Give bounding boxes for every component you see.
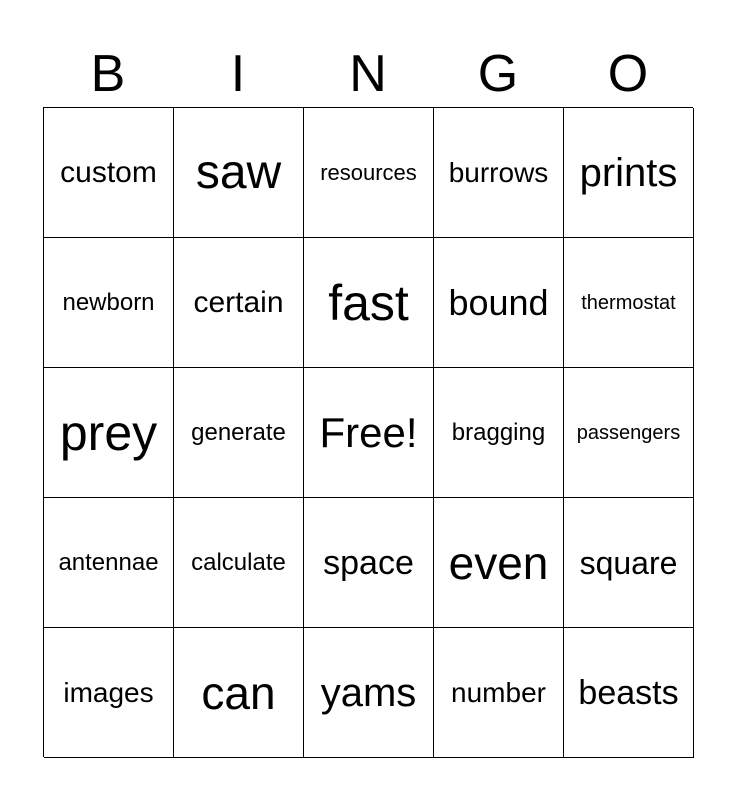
header-letter-b: B <box>90 45 126 103</box>
bingo-cell[interactable]: passengers <box>564 368 694 498</box>
bingo-cell[interactable]: antennae <box>44 498 174 628</box>
bingo-cell[interactable]: saw <box>174 108 304 238</box>
bingo-cell[interactable]: custom <box>44 108 174 238</box>
bingo-cell[interactable]: thermostat <box>564 238 694 368</box>
bingo-cell[interactable]: bragging <box>434 368 564 498</box>
bingo-cell[interactable]: number <box>434 628 564 758</box>
header-letter-n: N <box>349 45 387 103</box>
bingo-cell[interactable]: generate <box>174 368 304 498</box>
header-letter-o: O <box>607 45 649 103</box>
bingo-cell[interactable]: prints <box>564 108 694 238</box>
bingo-cell[interactable]: yams <box>304 628 434 758</box>
bingo-board <box>43 107 693 757</box>
bingo-cell[interactable]: certain <box>174 238 304 368</box>
bingo-cell[interactable]: can <box>174 628 304 758</box>
bingo-cell[interactable]: even <box>434 498 564 628</box>
bingo-cell[interactable]: burrows <box>434 108 564 238</box>
bingo-cell[interactable]: calculate <box>174 498 304 628</box>
header-letter-i: I <box>230 45 246 103</box>
bingo-cell[interactable]: beasts <box>564 628 694 758</box>
bingo-cell[interactable]: resources <box>304 108 434 238</box>
bingo-header <box>43 40 693 108</box>
bingo-cell[interactable]: square <box>564 498 694 628</box>
bingo-cell[interactable]: images <box>44 628 174 758</box>
bingo-cell[interactable]: prey <box>44 368 174 498</box>
bingo-cell[interactable]: space <box>304 498 434 628</box>
bingo-cell[interactable]: bound <box>434 238 564 368</box>
free-space-cell[interactable]: Free! <box>304 368 434 498</box>
header-letter-g: G <box>477 45 519 103</box>
bingo-cell[interactable]: newborn <box>44 238 174 368</box>
bingo-cell[interactable]: fast <box>304 238 434 368</box>
